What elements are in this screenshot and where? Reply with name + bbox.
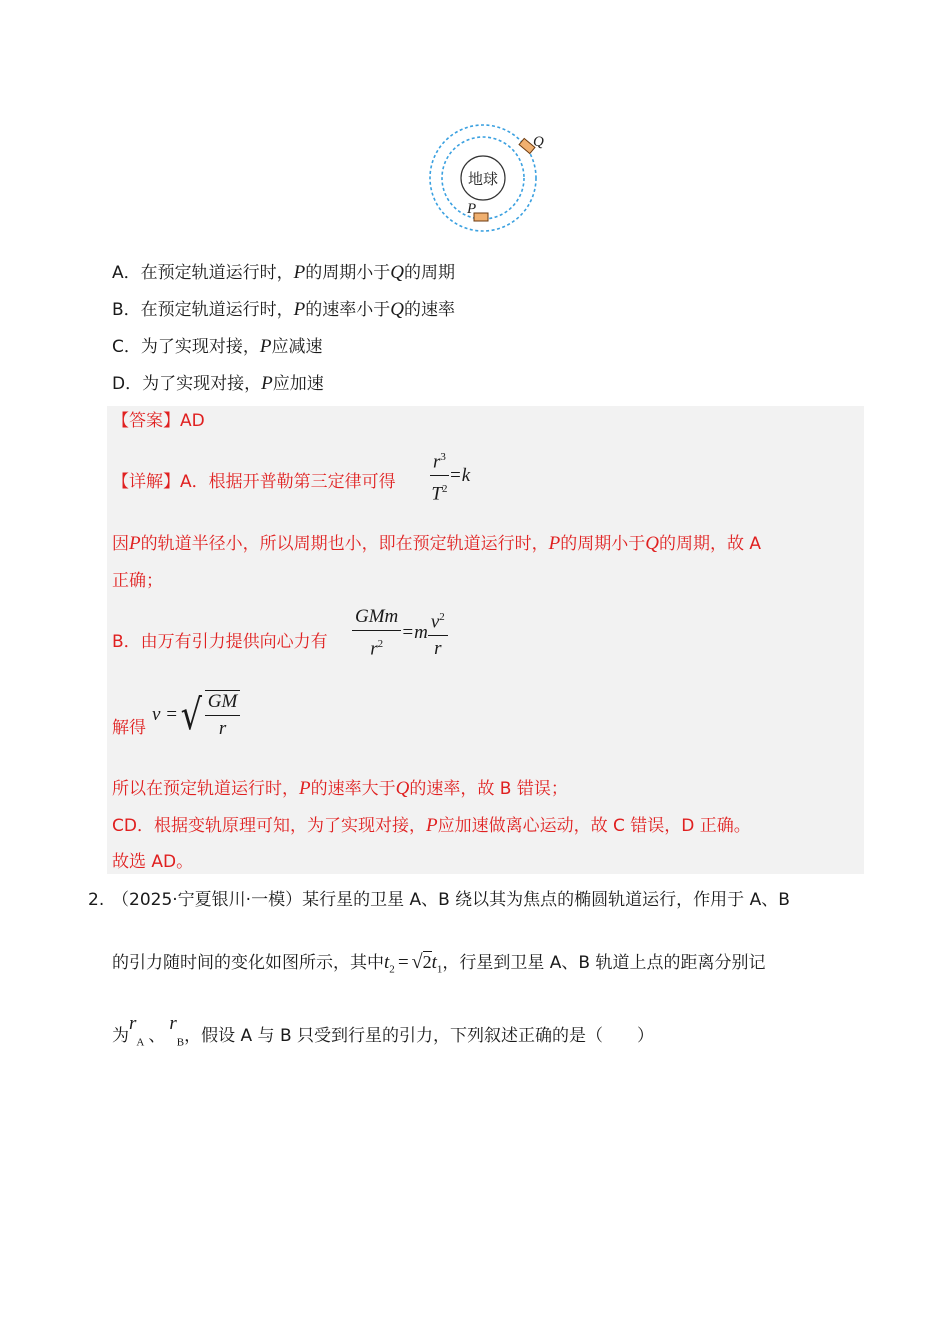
kepler-formula: $\frac{r^3}{T^2}$ =k	[430, 446, 470, 506]
option-a[interactable]: A．在预定轨道运行时，P的周期小于Q的周期	[112, 262, 455, 283]
option-d[interactable]: D．为了实现对接，P应加速	[112, 373, 324, 394]
question-source: （2025·宁夏银川·一模）	[112, 890, 303, 910]
detail-line-b: B．由万有引力提供向心力有	[112, 632, 328, 652]
gravity-formula: $\frac{\text{GMm}}{r^2}$ =m $\frac{v^2}{r}$	[352, 606, 448, 660]
detail-line-a: 【详解】A．根据开普勒第三定律可得	[112, 472, 396, 492]
satellite-q-label: Q	[533, 134, 544, 150]
answer-tag: 【答案】	[112, 411, 180, 431]
answer-value: AD	[180, 411, 205, 431]
earth-label: 地球	[467, 170, 499, 188]
question-2-line-1: 2. （2025·宁夏银川·一模）某行星的卫星 A、B 绕以其为焦点的椭圆轨道运行，作用于 A、B	[88, 890, 790, 910]
detail-tag: 【详解】	[112, 472, 180, 492]
option-letter: D．	[112, 374, 143, 394]
question-number: 2.	[88, 890, 105, 910]
question-2-line-2: 的引力随时间的变化如图所示，其中$t_2 = √2t_1$，行星到卫星 A、B 轨道上点的距离分别记	[112, 951, 766, 976]
detail-line-7: 所以在预定轨道运行时，P的速率大于Q的速率，故 B 错误；	[112, 778, 568, 799]
option-b[interactable]: B．在预定轨道运行时，P的速率小于Q的速率	[112, 299, 456, 320]
option-letter: C．	[112, 337, 141, 357]
solve-label: 解得	[112, 718, 146, 738]
orbit-diagram	[420, 118, 560, 238]
answer-line	[112, 409, 205, 433]
detail-line-8: CD．根据变轨原理可知，为了实现对接，P应加速做离心运动，故 C 错误，D 正确。	[112, 815, 751, 836]
option-letter: A．	[112, 263, 141, 283]
detail-line-3: 因P的轨道半径小，所以周期也小，即在预定轨道运行时，P的周期小于Q的周期，故 A	[112, 533, 761, 554]
detail-line-4: 正确；	[112, 571, 163, 591]
option-c[interactable]: C．为了实现对接，P应减速	[112, 336, 323, 357]
detail-line-9: 故选 AD。	[112, 852, 194, 872]
speed-formula: v =√ $\frac{GM}{r}$	[152, 690, 240, 740]
question-2-line-3: 为$r_A$ 、$r_B$，假设 A 与 B 只受到行星的引力，下列叙述正确的是（ ）	[112, 1013, 655, 1049]
option-letter: B．	[112, 300, 141, 320]
satellite-p-label: P	[467, 201, 477, 217]
